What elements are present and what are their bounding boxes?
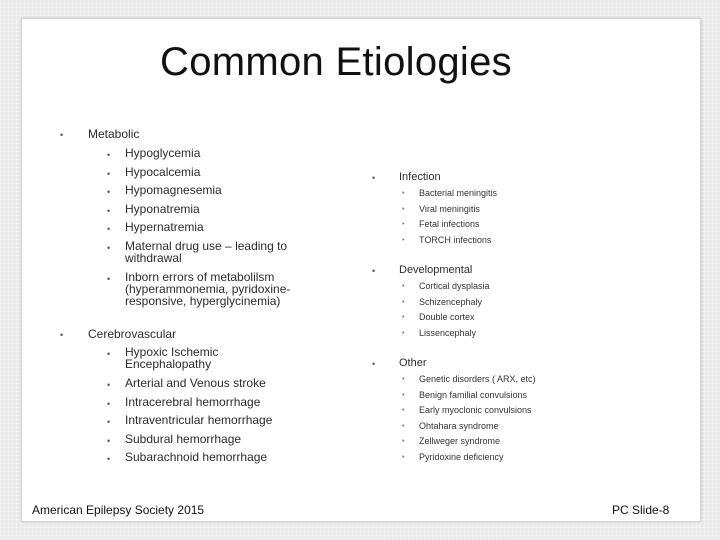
bullet-cortical: • xyxy=(402,283,405,290)
bullet-viral: • xyxy=(402,206,405,213)
bullet-schizencephaly: • xyxy=(402,299,405,306)
item-viral-meningitis: Viral meningitis xyxy=(419,204,480,214)
bullet-genetic: • xyxy=(402,376,405,383)
item-early-myoclonic: Early myoclonic convulsions xyxy=(419,405,532,415)
slide-panel xyxy=(21,18,701,522)
item-intraventricular: Intraventricular hemorrhage xyxy=(125,413,273,427)
item-lissencephaly: Lissencephaly xyxy=(419,328,477,338)
bullet-hypocalcemia: • xyxy=(107,169,111,179)
bullet-intracerebral: • xyxy=(107,399,111,409)
bullet-ohtahara: • xyxy=(402,423,405,430)
developmental-heading: Developmental xyxy=(399,264,473,276)
bullet-hypomagnesemia: • xyxy=(107,187,111,197)
bullet-fetal: • xyxy=(402,221,405,228)
item-hypoglycemia: Hypoglycemia xyxy=(125,146,201,160)
bullet-arterial: • xyxy=(107,380,111,390)
bullet-hypoglycemia: • xyxy=(107,150,111,160)
bullet-double-cortex: • xyxy=(402,314,405,321)
infection-heading: Infection xyxy=(399,171,441,183)
bullet-intraventricular: • xyxy=(107,417,111,427)
bullet-cerebrovascular: • xyxy=(60,330,64,340)
bullet-early-myoclonic: • xyxy=(402,407,405,414)
bullet-inborn-errors: • xyxy=(107,274,111,284)
bullet-subarachnoid: • xyxy=(107,454,111,464)
slide-title: Common Etiologies xyxy=(160,40,512,84)
footer-source: American Epilepsy Society 2015 xyxy=(32,503,205,517)
bullet-subdural: • xyxy=(107,436,111,446)
item-hypoxic-line2: Encephalopathy xyxy=(125,357,212,371)
bullet-hypoxic: • xyxy=(107,349,111,359)
bullet-bacterial: • xyxy=(402,190,405,197)
footer-slide-number: PC Slide-8 xyxy=(612,503,670,517)
item-hypernatremia: Hypernatremia xyxy=(125,220,204,234)
other-heading: Other xyxy=(399,357,427,369)
bullet-hyponatremia: • xyxy=(107,206,111,216)
item-hypomagnesemia: Hypomagnesemia xyxy=(125,183,222,197)
item-maternal-drug-line1: Maternal drug use – leading to xyxy=(125,239,288,253)
bullet-developmental: • xyxy=(372,266,376,276)
item-hypocalcemia: Hypocalcemia xyxy=(125,165,201,179)
bullet-other: • xyxy=(372,359,376,369)
item-schizencephaly: Schizencephaly xyxy=(419,297,483,307)
item-cortical-dysplasia: Cortical dysplasia xyxy=(419,281,490,291)
cerebrovascular-heading: Cerebrovascular xyxy=(88,327,177,341)
bullet-metabolic: • xyxy=(60,130,64,140)
item-hyponatremia: Hyponatremia xyxy=(125,202,200,216)
bullet-torch: • xyxy=(402,237,405,244)
bullet-lissencephaly: • xyxy=(402,330,405,337)
bullet-pyridoxine: • xyxy=(402,454,405,461)
item-ohtahara: Ohtahara syndrome xyxy=(419,421,499,431)
item-pyridoxine-deficiency: Pyridoxine deficiency xyxy=(419,452,504,462)
bullet-maternal-drug: • xyxy=(107,243,111,253)
item-subarachnoid: Subarachnoid hemorrhage xyxy=(125,450,268,464)
item-genetic-disorders: Genetic disorders ( ARX, etc) xyxy=(419,374,536,384)
item-hypoxic-line1: Hypoxic Ischemic xyxy=(125,345,219,359)
item-inborn-errors-line3: responsive, hyperglycinemia) xyxy=(125,294,281,308)
bullet-zellweger: • xyxy=(402,438,405,445)
item-subdural: Subdural hemorrhage xyxy=(125,432,242,446)
item-inborn-errors-line2: (hyperammonemia, pyridoxine- xyxy=(125,282,291,296)
item-inborn-errors-line1: Inborn errors of metabolilsm xyxy=(125,270,275,284)
item-benign-familial: Benign familial convulsions xyxy=(419,390,528,400)
metabolic-heading: Metabolic xyxy=(88,127,140,141)
item-fetal-infections: Fetal infections xyxy=(419,219,480,229)
bullet-hypernatremia: • xyxy=(107,224,111,234)
bullet-infection: • xyxy=(372,173,376,183)
item-arterial: Arterial and Venous stroke xyxy=(125,376,266,390)
item-double-cortex: Double cortex xyxy=(419,312,475,322)
bullet-benign: • xyxy=(402,392,405,399)
item-zellweger: Zellweger syndrome xyxy=(419,436,501,446)
item-bacterial-meningitis: Bacterial meningitis xyxy=(419,188,498,198)
item-torch-infections: TORCH infections xyxy=(419,235,492,245)
item-intracerebral: Intracerebral hemorrhage xyxy=(125,395,261,409)
item-maternal-drug-line2: withdrawal xyxy=(125,251,182,265)
